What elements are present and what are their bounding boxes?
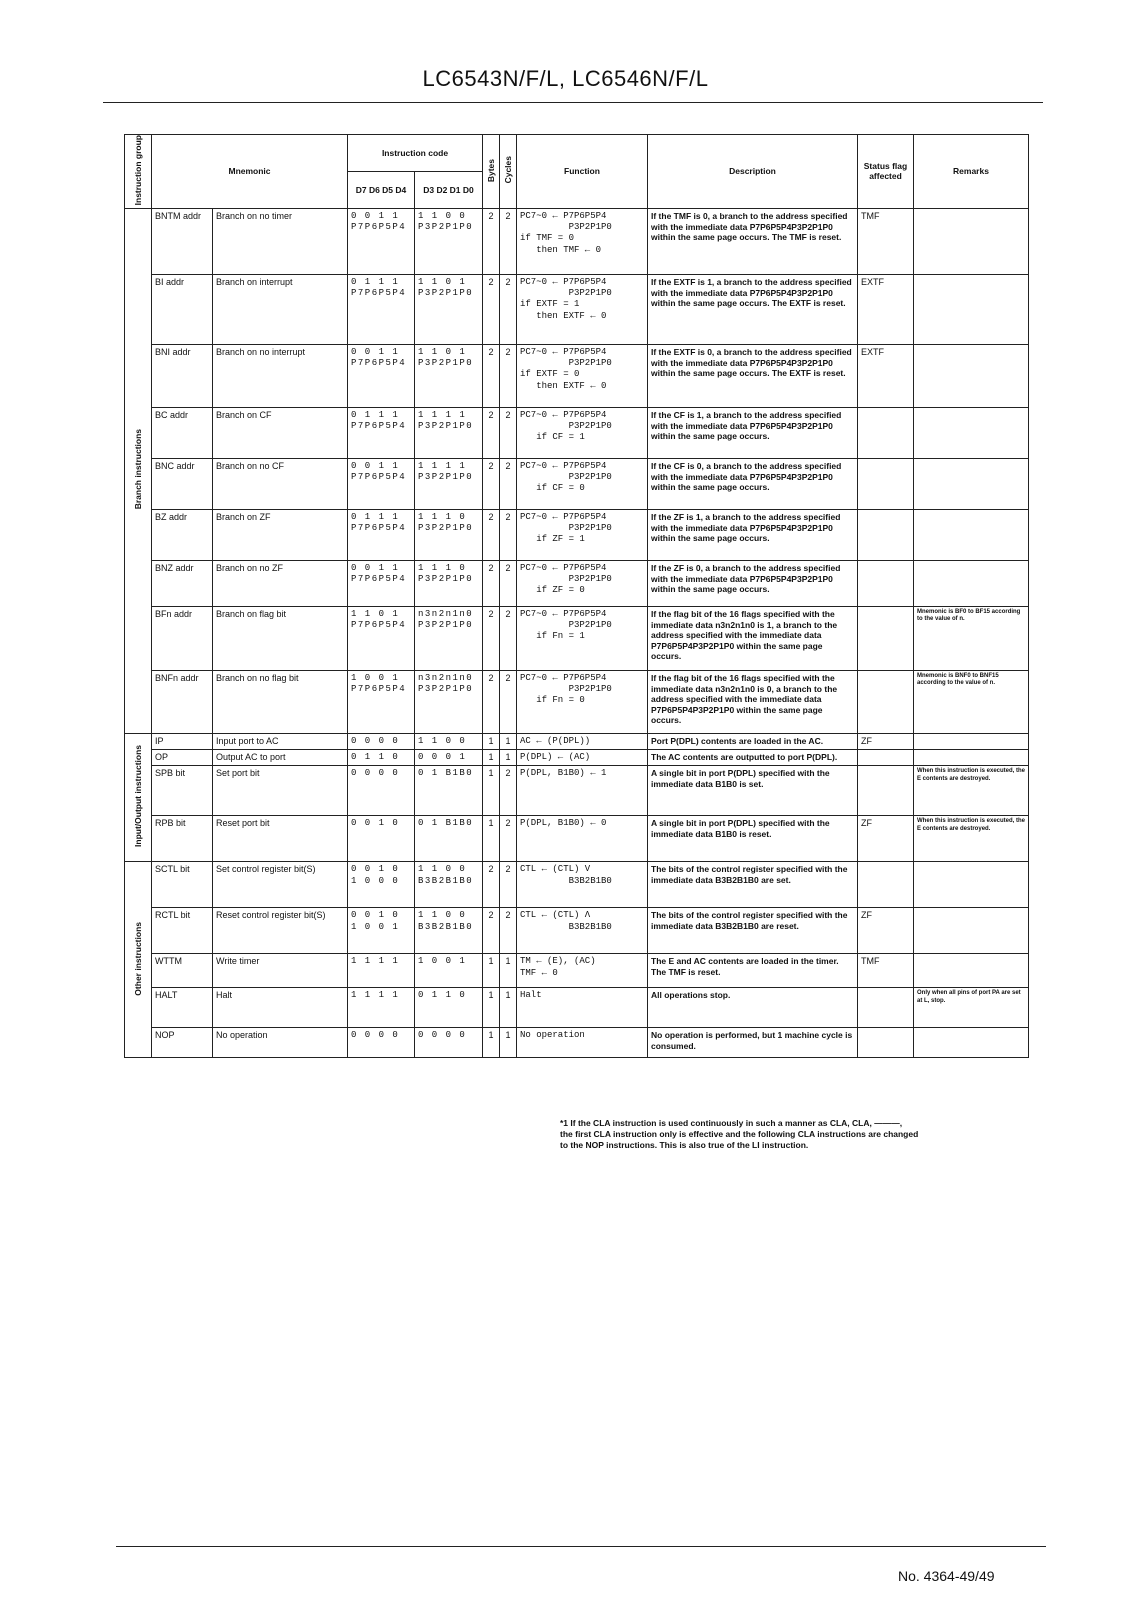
- table-header-row: [125, 135, 1029, 172]
- table-row: [125, 1028, 1029, 1058]
- description-cell: If the EXTF is 1, a branch to the address specified with the immediate data P7P6P5P4P3P2P1P0 within the same page occurs. The EXTF is reset.: [648, 274, 858, 344]
- function-cell: P(DPL, B1B0) ← 1: [517, 766, 648, 816]
- instruction-name-cell: Output AC to port: [213, 750, 348, 766]
- mnemonic-cell: BI addr: [152, 274, 213, 344]
- description-cell: The bits of the control register specified with the immediate data B3B2B1B0 are reset.: [648, 908, 858, 954]
- description-cell: If the TMF is 0, a branch to the address specified with the immediate data P7P6P5P4P3P2P1P0 within the same page occurs. The TMF is reset.: [648, 208, 858, 274]
- mnemonic-cell: BNI addr: [152, 344, 213, 407]
- cycles-cell: 2: [500, 274, 517, 344]
- table-row: [125, 407, 1029, 458]
- cycles-cell: 2: [500, 766, 517, 816]
- status-flag-cell: [858, 407, 914, 458]
- mnemonic-cell: RPB bit: [152, 816, 213, 862]
- mnemonic-cell: WTTM: [152, 954, 213, 988]
- table-row: [125, 560, 1029, 606]
- mnemonic-cell: SCTL bit: [152, 862, 213, 908]
- bytes-cell: 2: [483, 274, 500, 344]
- instruction-name-cell: Reset control register bit(S): [213, 908, 348, 954]
- mnemonic-cell: BNC addr: [152, 458, 213, 509]
- col-function-header: Function: [517, 135, 648, 209]
- description-cell: If the ZF is 1, a branch to the address specified with the immediate data P7P6P5P4P3P2P1P0 within the same page occurs.: [648, 509, 858, 560]
- remarks-cell: [914, 750, 1029, 766]
- bytes-cell: 2: [483, 908, 500, 954]
- code-hi-cell: 0 0 1 1 P7P6P5P4: [348, 208, 415, 274]
- mnemonic-cell: NOP: [152, 1028, 213, 1058]
- instruction-name-cell: Input port to AC: [213, 733, 348, 749]
- status-flag-cell: TMF: [858, 208, 914, 274]
- code-lo-cell: 0 0 0 1: [415, 750, 483, 766]
- table-row: [125, 862, 1029, 908]
- description-cell: If the EXTF is 0, a branch to the address specified with the immediate data P7P6P5P4P3P2P1P0 within the same page occurs. The EXTF is reset.: [648, 344, 858, 407]
- description-cell: If the flag bit of the 16 flags specified with the immediate data n3n2n1n0 is 1, a branch to the address specified with the immediate data P7P6P5P4P3P2P1P0 within the same page occurs.: [648, 606, 858, 670]
- description-cell: If the flag bit of the 16 flags specified with the immediate data n3n2n1n0 is 0, a branch to the address specified with the immediate data P7P6P5P4P3P2P1P0 within the same page occurs.: [648, 670, 858, 733]
- bytes-cell: 2: [483, 606, 500, 670]
- code-hi-cell: 0 0 1 0 1 0 0 1: [348, 908, 415, 954]
- remarks-cell: [914, 862, 1029, 908]
- status-flag-cell: EXTF: [858, 344, 914, 407]
- code-lo-cell: n3n2n1n0 P3P2P1P0: [415, 670, 483, 733]
- bytes-cell: 2: [483, 670, 500, 733]
- footer-rule: [116, 1546, 1046, 1547]
- status-flag-cell: [858, 766, 914, 816]
- description-cell: The E and AC contents are loaded in the timer. The TMF is reset.: [648, 954, 858, 988]
- status-flag-cell: [858, 560, 914, 606]
- cycles-cell: 2: [500, 816, 517, 862]
- code-hi-cell: 1 1 0 1 P7P6P5P4: [348, 606, 415, 670]
- table-row: [125, 509, 1029, 560]
- cycles-cell: 1: [500, 954, 517, 988]
- mnemonic-cell: BFn addr: [152, 606, 213, 670]
- remarks-cell: [914, 208, 1029, 274]
- remarks-cell: [914, 274, 1029, 344]
- footnote: *1 If the CLA instruction is used continuously in such a manner as CLA, CLA, ———, the first CLA instruction only is effective and the following CLA instructions are changed to the NOP instructions. This is also true of the LI instruction.: [560, 1118, 919, 1151]
- remarks-cell: [914, 560, 1029, 606]
- bytes-cell: 1: [483, 1028, 500, 1058]
- function-cell: PC7~0 ← P7P6P5P4 P3P2P1P0 if CF = 1: [517, 407, 648, 458]
- remarks-cell: [914, 733, 1029, 749]
- col-description-header: Description: [648, 135, 858, 209]
- instruction-name-cell: Write timer: [213, 954, 348, 988]
- function-cell: PC7~0 ← P7P6P5P4 P3P2P1P0 if CF = 0: [517, 458, 648, 509]
- cycles-cell: 2: [500, 670, 517, 733]
- instruction-name-cell: Branch on ZF: [213, 509, 348, 560]
- remarks-cell: Only when all pins of port PA are set at L, stop.: [914, 988, 1029, 1028]
- function-cell: PC7~0 ← P7P6P5P4 P3P2P1P0 if EXTF = 0 then EXTF ← 0: [517, 344, 648, 407]
- col-remarks-header: Remarks: [914, 135, 1029, 209]
- mnemonic-cell: HALT: [152, 988, 213, 1028]
- instruction-name-cell: Branch on no timer: [213, 208, 348, 274]
- status-flag-cell: [858, 1028, 914, 1058]
- table-row: [125, 988, 1029, 1028]
- code-lo-cell: 1 1 0 1 P3P2P1P0: [415, 274, 483, 344]
- remarks-cell: When this instruction is executed, the E contents are destroyed.: [914, 766, 1029, 816]
- code-lo-cell: 0 1 B1B0: [415, 816, 483, 862]
- remarks-cell: [914, 1028, 1029, 1058]
- code-lo-cell: 0 0 0 0: [415, 1028, 483, 1058]
- instruction-table: [124, 134, 1029, 1058]
- code-hi-cell: 0 1 1 1 P7P6P5P4: [348, 274, 415, 344]
- instruction-name-cell: Halt: [213, 988, 348, 1028]
- bytes-cell: 1: [483, 750, 500, 766]
- description-cell: A single bit in port P(DPL) specified with the immediate data B1B0 is reset.: [648, 816, 858, 862]
- code-hi-cell: 0 0 1 1 P7P6P5P4: [348, 344, 415, 407]
- cycles-cell: 2: [500, 208, 517, 274]
- code-hi-cell: 1 0 0 1 P7P6P5P4: [348, 670, 415, 733]
- table-row: [125, 816, 1029, 862]
- col-code-lo-header: D3 D2 D1 D0: [415, 171, 483, 208]
- status-flag-cell: EXTF: [858, 274, 914, 344]
- bytes-cell: 1: [483, 954, 500, 988]
- instruction-name-cell: Set control register bit(S): [213, 862, 348, 908]
- code-lo-cell: 1 1 1 0 P3P2P1P0: [415, 509, 483, 560]
- bytes-cell: 1: [483, 766, 500, 816]
- table-row: [125, 733, 1029, 749]
- function-cell: PC7~0 ← P7P6P5P4 P3P2P1P0 if Fn = 0: [517, 670, 648, 733]
- code-hi-cell: 0 1 1 1 P7P6P5P4: [348, 509, 415, 560]
- col-status-header: Status flag affected: [858, 135, 914, 209]
- instruction-name-cell: Branch on no flag bit: [213, 670, 348, 733]
- table-row: [125, 208, 1029, 274]
- instruction-name-cell: Branch on flag bit: [213, 606, 348, 670]
- remarks-cell: [914, 954, 1029, 988]
- bytes-cell: 2: [483, 344, 500, 407]
- description-cell: No operation is performed, but 1 machine cycle is consumed.: [648, 1028, 858, 1058]
- instruction-name-cell: Reset port bit: [213, 816, 348, 862]
- function-cell: P(DPL) ← (AC): [517, 750, 648, 766]
- instruction-name-cell: Branch on CF: [213, 407, 348, 458]
- status-flag-cell: [858, 670, 914, 733]
- cycles-cell: 1: [500, 1028, 517, 1058]
- status-flag-cell: [858, 606, 914, 670]
- remarks-cell: [914, 509, 1029, 560]
- instruction-name-cell: Branch on interrupt: [213, 274, 348, 344]
- status-flag-cell: ZF: [858, 733, 914, 749]
- code-lo-cell: 1 1 1 1 P3P2P1P0: [415, 407, 483, 458]
- function-cell: PC7~0 ← P7P6P5P4 P3P2P1P0 if EXTF = 1 then EXTF ← 0: [517, 274, 648, 344]
- table-row: [125, 670, 1029, 733]
- function-cell: Halt: [517, 988, 648, 1028]
- code-hi-cell: 0 0 0 0: [348, 1028, 415, 1058]
- bytes-cell: 2: [483, 407, 500, 458]
- bytes-cell: 1: [483, 816, 500, 862]
- instruction-name-cell: No operation: [213, 1028, 348, 1058]
- function-cell: CTL ← (CTL) Λ B3B2B1B0: [517, 908, 648, 954]
- code-hi-cell: 0 0 1 0 1 0 0 0: [348, 862, 415, 908]
- table-row: [125, 908, 1029, 954]
- description-cell: A single bit in port P(DPL) specified with the immediate data B1B0 is set.: [648, 766, 858, 816]
- function-cell: PC7~0 ← P7P6P5P4 P3P2P1P0 if ZF = 0: [517, 560, 648, 606]
- col-mnemonic-header: Mnemonic: [152, 135, 348, 209]
- function-cell: No operation: [517, 1028, 648, 1058]
- code-lo-cell: 1 1 0 1 P3P2P1P0: [415, 344, 483, 407]
- code-lo-cell: 1 1 0 0: [415, 733, 483, 749]
- instruction-name-cell: Branch on no ZF: [213, 560, 348, 606]
- group-label-cell: [125, 208, 152, 733]
- table-row: [125, 750, 1029, 766]
- col-bytes-header: Bytes: [483, 135, 500, 209]
- code-lo-cell: 1 1 0 0 P3P2P1P0: [415, 208, 483, 274]
- bytes-cell: 2: [483, 509, 500, 560]
- document-title: LC6543N/F/L, LC6546N/F/L: [422, 66, 709, 91]
- status-flag-cell: [858, 458, 914, 509]
- table-body: [125, 208, 1029, 1058]
- code-lo-cell: 0 1 B1B0: [415, 766, 483, 816]
- mnemonic-cell: BZ addr: [152, 509, 213, 560]
- code-lo-cell: 1 1 0 0 B3B2B1B0: [415, 908, 483, 954]
- description-cell: If the ZF is 0, a branch to the address specified with the immediate data P7P6P5P4P3P2P1P0 within the same page occurs.: [648, 560, 858, 606]
- status-flag-cell: ZF: [858, 816, 914, 862]
- mnemonic-cell: BC addr: [152, 407, 213, 458]
- function-cell: AC ← (P(DPL)): [517, 733, 648, 749]
- code-hi-cell: 0 1 1 1 P7P6P5P4: [348, 407, 415, 458]
- mnemonic-cell: BNFn addr: [152, 670, 213, 733]
- page-number: No. 4364-49/49: [898, 1568, 995, 1584]
- group-label: Input/Output instructions: [132, 745, 143, 848]
- mnemonic-cell: SPB bit: [152, 766, 213, 816]
- code-lo-cell: 1 1 1 0 P3P2P1P0: [415, 560, 483, 606]
- code-hi-cell: 0 1 1 0: [348, 750, 415, 766]
- group-label-cell: [125, 733, 152, 862]
- bytes-cell: 2: [483, 208, 500, 274]
- cycles-cell: 2: [500, 344, 517, 407]
- bytes-cell: 1: [483, 733, 500, 749]
- code-lo-cell: 1 1 1 1 P3P2P1P0: [415, 458, 483, 509]
- bytes-cell: 2: [483, 862, 500, 908]
- mnemonic-cell: OP: [152, 750, 213, 766]
- cycles-cell: 2: [500, 560, 517, 606]
- bytes-cell: 2: [483, 458, 500, 509]
- code-hi-cell: 0 0 1 1 P7P6P5P4: [348, 458, 415, 509]
- remarks-cell: When this instruction is executed, the E contents are destroyed.: [914, 816, 1029, 862]
- code-lo-cell: 1 0 0 1: [415, 954, 483, 988]
- description-cell: If the CF is 0, a branch to the address specified with the immediate data P7P6P5P4P3P2P1P0 within the same page occurs.: [648, 458, 858, 509]
- code-hi-cell: 1 1 1 1: [348, 988, 415, 1028]
- table-row: [125, 606, 1029, 670]
- table-row: [125, 954, 1029, 988]
- status-flag-cell: [858, 862, 914, 908]
- cycles-cell: 2: [500, 862, 517, 908]
- code-lo-cell: n3n2n1n0 P3P2P1P0: [415, 606, 483, 670]
- description-cell: If the CF is 1, a branch to the address specified with the immediate data P7P6P5P4P3P2P1P0 within the same page occurs.: [648, 407, 858, 458]
- cycles-cell: 1: [500, 750, 517, 766]
- cycles-cell: 1: [500, 988, 517, 1028]
- col-cycles-header: Cycles: [500, 135, 517, 209]
- remarks-cell: [914, 458, 1029, 509]
- mnemonic-cell: BNTM addr: [152, 208, 213, 274]
- mnemonic-cell: RCTL bit: [152, 908, 213, 954]
- instruction-name-cell: Branch on no CF: [213, 458, 348, 509]
- table-row: [125, 274, 1029, 344]
- table-row: [125, 458, 1029, 509]
- code-hi-cell: 1 1 1 1: [348, 954, 415, 988]
- function-cell: CTL ← (CTL) V B3B2B1B0: [517, 862, 648, 908]
- cycles-cell: 2: [500, 606, 517, 670]
- status-flag-cell: [858, 509, 914, 560]
- code-hi-cell: 0 0 1 0: [348, 816, 415, 862]
- cycles-cell: 2: [500, 407, 517, 458]
- code-hi-cell: 0 0 0 0: [348, 766, 415, 816]
- group-label: Other instructions: [132, 921, 143, 996]
- function-cell: PC7~0 ← P7P6P5P4 P3P2P1P0 if Fn = 1: [517, 606, 648, 670]
- description-cell: Port P(DPL) contents are loaded in the AC.: [648, 733, 858, 749]
- table-row: [125, 344, 1029, 407]
- description-cell: The AC contents are outputted to port P(DPL).: [648, 750, 858, 766]
- group-label-cell: [125, 862, 152, 1058]
- instruction-name-cell: Branch on no interrupt: [213, 344, 348, 407]
- remarks-cell: Mnemonic is BNF0 to BNF15 according to the value of n.: [914, 670, 1029, 733]
- remarks-cell: [914, 908, 1029, 954]
- function-cell: P(DPL, B1B0) ← 0: [517, 816, 648, 862]
- code-lo-cell: 1 1 0 0 B3B2B1B0: [415, 862, 483, 908]
- code-hi-cell: 0 0 1 1 P7P6P5P4: [348, 560, 415, 606]
- bytes-cell: 2: [483, 560, 500, 606]
- group-label: Branch instructions: [132, 429, 143, 510]
- cycles-cell: 2: [500, 908, 517, 954]
- function-cell: PC7~0 ← P7P6P5P4 P3P2P1P0 if TMF = 0 then TMF ← 0: [517, 208, 648, 274]
- function-cell: PC7~0 ← P7P6P5P4 P3P2P1P0 if ZF = 1: [517, 509, 648, 560]
- remarks-cell: Mnemonic is BF0 to BF15 according to the value of n.: [914, 606, 1029, 670]
- col-code-header: Instruction code: [348, 135, 483, 172]
- cycles-cell: 2: [500, 509, 517, 560]
- status-flag-cell: ZF: [858, 908, 914, 954]
- header-rule: [103, 102, 1043, 103]
- code-lo-cell: 0 1 1 0: [415, 988, 483, 1028]
- function-cell: TM ← (E), (AC) TMF ← 0: [517, 954, 648, 988]
- remarks-cell: [914, 407, 1029, 458]
- cycles-cell: 1: [500, 733, 517, 749]
- mnemonic-cell: BNZ addr: [152, 560, 213, 606]
- bytes-cell: 1: [483, 988, 500, 1028]
- col-group-header: Instruction group: [125, 135, 152, 209]
- instruction-name-cell: Set port bit: [213, 766, 348, 816]
- description-cell: The bits of the control register specified with the immediate data B3B2B1B0 are set.: [648, 862, 858, 908]
- col-code-hi-header: D7 D6 D5 D4: [348, 171, 415, 208]
- status-flag-cell: [858, 988, 914, 1028]
- description-cell: All operations stop.: [648, 988, 858, 1028]
- status-flag-cell: TMF: [858, 954, 914, 988]
- cycles-cell: 2: [500, 458, 517, 509]
- code-hi-cell: 0 0 0 0: [348, 733, 415, 749]
- table-row: [125, 766, 1029, 816]
- mnemonic-cell: IP: [152, 733, 213, 749]
- remarks-cell: [914, 344, 1029, 407]
- status-flag-cell: [858, 750, 914, 766]
